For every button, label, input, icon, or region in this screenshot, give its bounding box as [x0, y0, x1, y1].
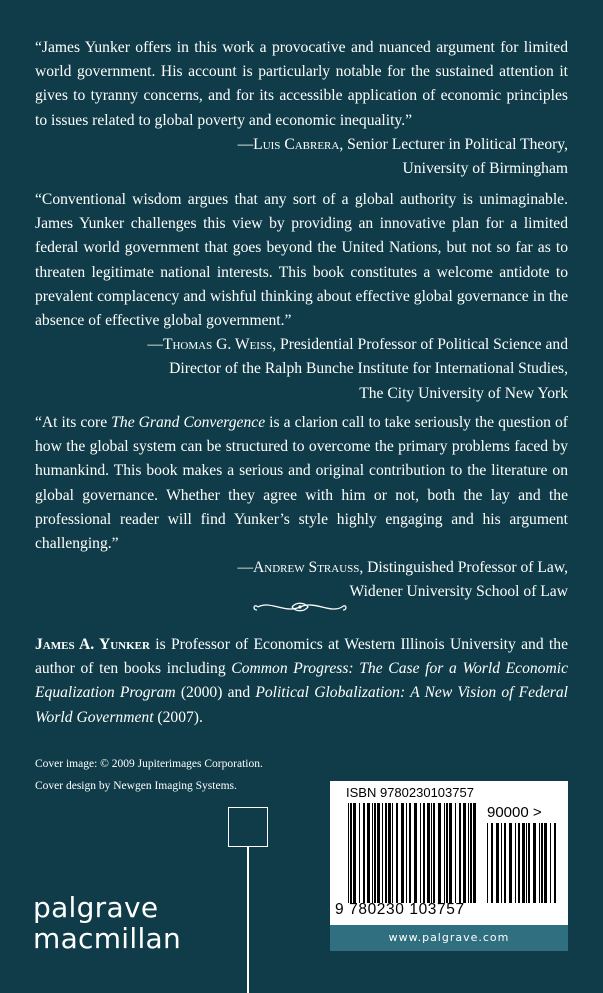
endorser-name: Luis Cabrera	[253, 135, 340, 153]
barcode-bar	[350, 803, 352, 903]
endorsement-strauss	[35, 411, 568, 605]
publisher-name-line2: macmillan	[33, 922, 182, 955]
barcode-bar	[431, 803, 432, 903]
barcode-bar	[539, 823, 540, 903]
barcode-bar	[420, 803, 421, 903]
barcode-bar	[353, 803, 356, 903]
price-code: 90000 >	[487, 804, 542, 821]
barcode-bar	[544, 823, 547, 903]
attribution-affiliation-2: The City University of New York	[359, 384, 568, 402]
author-name: James A. Yunker	[35, 636, 150, 653]
barcode-bar	[533, 823, 536, 903]
attribution-affiliation: Widener University School of Law	[349, 583, 568, 601]
barcode-bar	[363, 803, 365, 903]
book-title: Political Globalization: A New Vision of Federal World Government	[35, 684, 568, 726]
flourish-ornament-icon	[250, 596, 350, 618]
barcode-bar	[522, 823, 525, 903]
barcode-bar	[550, 823, 551, 903]
endorsement-weiss	[35, 188, 568, 406]
endorsement-cabrera	[35, 36, 568, 181]
author-bio: James A. Yunker is Professor of Economics at Western Illinois University and the author of ten books including Common Progress: The Case for a World Economic Equalization Program (2000) and Political Globalization: A New Vision of Federal World Government (2007).	[35, 636, 568, 726]
barcode-bar	[438, 803, 441, 903]
barcode-bar	[541, 823, 543, 903]
barcode-bar	[359, 803, 360, 903]
endorser-name: Thomas G. Weiss	[162, 336, 273, 354]
barcode-bar	[496, 823, 499, 903]
attribution-affiliation: University of Birmingham	[402, 160, 568, 178]
barcode-bar	[446, 803, 448, 903]
barcode-bar	[528, 823, 530, 903]
barcode-bar	[509, 823, 512, 903]
barcode-bar	[473, 803, 476, 903]
barcode-bar	[449, 803, 452, 903]
isbn-digits: 9 780230 103757	[335, 901, 465, 918]
barcode-bar	[423, 803, 425, 903]
attribution: —Luis Cabrera, Senior Lecturer in Political Theory,	[237, 135, 568, 153]
barcode-bar	[515, 823, 516, 903]
palgrave-logo-icon	[228, 807, 268, 847]
publisher-url: www.palgrave.com	[330, 925, 568, 951]
barcode-bar	[374, 803, 376, 903]
cover-image-credit: Cover image: © 2009 Jupiterimages Corporation.	[35, 758, 263, 770]
cover-design-credit: Cover design by Newgen Imaging Systems.	[35, 780, 237, 792]
barcode-bar	[414, 803, 417, 903]
logo-line	[247, 847, 249, 993]
barcode-bar	[463, 803, 466, 903]
barcode-bar	[406, 803, 407, 903]
barcode-bar	[409, 803, 411, 903]
endorser-name: Andrew Strauss	[253, 559, 360, 577]
barcode-bar	[501, 823, 502, 903]
publisher-name-line1: palgrave	[33, 891, 159, 924]
barcode-bar	[382, 803, 383, 903]
barcode-bar	[470, 803, 472, 903]
attribution: —Andrew Strauss, Distinguished Professor of Law,	[237, 559, 568, 577]
book-title: Common Progress: The Case for a World Economic Equalization Program	[35, 660, 568, 702]
quote-text: “At its core The Grand Convergence is a clarion call to take seriously the question of how the global system can be structured to overcome the primary problems faced by humankind. This book makes a serious and original contribution to the literature on global governance. Whether they agree with him or not, both the lay and the professional reader will find Yunker’s style highly engaging and his argument challenging.”	[35, 414, 569, 553]
barcode-bar	[455, 803, 456, 903]
barcode-bar	[554, 823, 556, 903]
barcode-bar	[377, 803, 380, 903]
barcode-bar	[372, 803, 373, 903]
isbn-barcode	[348, 803, 476, 903]
barcode-bar	[385, 803, 387, 903]
barcode-bar	[526, 823, 527, 903]
price-barcode	[487, 823, 557, 903]
attribution-affiliation: Director of the Ralph Bunche Institute for International Studies,	[169, 360, 568, 378]
barcode-bar	[348, 803, 349, 903]
barcode-bar	[392, 803, 393, 903]
barcode-bar	[433, 803, 435, 903]
barcode-bar	[491, 823, 493, 903]
barcode-bar	[444, 803, 445, 903]
quote-text: “Conventional wisdom argues that any sort of a global authority is unimaginable. James Yunker challenges this view by providing an innovative plan for a limited federal world government that goes beyond the United Nations, but not so far as to threaten legitimate national interests. This book constitutes a welcome antidote to prevalent complacency and wishful thinking about effective global governance in the absence of effective global government.”	[35, 191, 568, 330]
barcode-bar	[504, 823, 506, 903]
book-title: The Grand Convergence	[111, 414, 266, 431]
barcode-bar	[401, 803, 404, 903]
barcode-panel	[330, 781, 568, 951]
isbn-label: ISBN 9780230103757	[346, 785, 474, 800]
barcode-bar	[487, 823, 488, 903]
barcode-bar	[518, 823, 520, 903]
barcode-bar	[427, 803, 430, 903]
barcode-bar	[468, 803, 469, 903]
barcode-bar	[459, 803, 461, 903]
attribution: —Thomas G. Weiss, Presidential Professor of Political Science and	[147, 336, 568, 354]
barcode-bar	[388, 803, 391, 903]
barcode-bar	[396, 803, 398, 903]
quote-text: “James Yunker offers in this work a provocative and nuanced argument for limited world government. His account is particularly notable for the sustained attention it gives to tyranny concerns, and for its accessible application of economic principles to issues related to global poverty and economic inequality.”	[35, 39, 568, 129]
barcode-bar	[367, 803, 370, 903]
